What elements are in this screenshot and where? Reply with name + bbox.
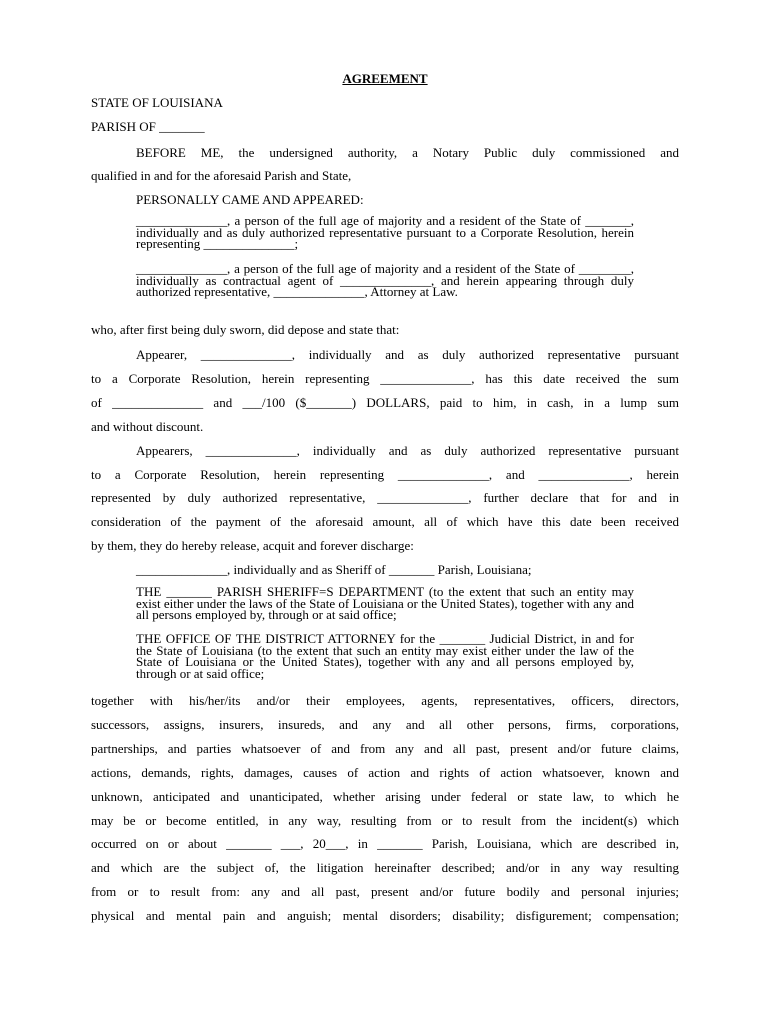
appearer-line: of ______________ and ___/100 ($_______) DOLLARS, paid to him, in cash, in a lump sum xyxy=(91,395,679,410)
release-line: physical and mental pain and anguish; mental disorders; disability; disfigurement; compensation; xyxy=(91,908,679,923)
before-me-line-2: qualified in and for the aforesaid Parish and State, xyxy=(91,168,352,183)
who-after-line: who, after first being duly sworn, did depose and state that: xyxy=(91,322,400,337)
before-me-line-1: BEFORE ME, the undersigned authority, a Notary Public duly commissioned and xyxy=(136,145,679,160)
release-line: and which are the subject of, the litigation hereinafter described; and/or in any way resulting xyxy=(91,860,679,875)
release-line: occurred on or about _______ ___, 20___, in _______ Parish, Louisiana, which are described in, xyxy=(91,836,679,851)
document-title: AGREEMENT xyxy=(342,71,428,86)
release-line: may be or become entitled, in any way, resulting from or to result from the incident(s) which xyxy=(91,813,679,828)
parish-line: PARISH OF _______ xyxy=(91,119,205,134)
district-attorney-paragraph: THE OFFICE OF THE DISTRICT ATTORNEY for the _______ Judicial District, in and for the State of Louisiana (to the extent that such an entity may exist either under the law of the State of Louisiana or the United States), together with any and all persons employed by, through or at said office; xyxy=(136,631,634,681)
release-line: partnerships, and parties whatsoever of and from any and all past, present and/or future claims, xyxy=(91,741,679,756)
appearer-line: and without discount. xyxy=(91,419,204,434)
appearer-line: Appearer, ______________, individually and as duly authorized representative pursuant xyxy=(136,347,679,362)
party-2-paragraph: ______________, a person of the full age of majority and a resident of the State of ________, individually as contractual agent of ______________, and herein appearing through duly authorized representative, ______________, Attorney at Law. xyxy=(136,261,634,299)
appearer-line: to a Corporate Resolution, herein representing ______________, has this date received the sum xyxy=(91,371,679,386)
appearers-line: represented by duly authorized representative, ______________, further declare that for and in xyxy=(91,490,679,505)
party-1-paragraph: ______________, a person of the full age of majority and a resident of the State of _______, individually and as duly authorized representative pursuant to a Corporate Resolution, herein representing ______________; xyxy=(136,213,634,251)
personally-appeared: PERSONALLY CAME AND APPEARED: xyxy=(136,192,364,207)
appearers-line: Appearers, ______________, individually and as duly authorized representative pursuant xyxy=(136,443,679,458)
release-line: actions, demands, rights, damages, causes of action and rights of action whatsoever, known and xyxy=(91,765,679,780)
release-line: together with his/her/its and/or their employees, agents, representatives, officers, directors, xyxy=(91,693,679,708)
sheriff-department-paragraph: THE _______ PARISH SHERIFF=S DEPARTMENT (to the extent that such an entity may exist either under the laws of the State of Louisiana or the United States), together with any and all persons employed by, through or at said office; xyxy=(136,584,634,622)
appearers-line: consideration of the payment of the aforesaid amount, all of which have this date been received xyxy=(91,514,679,529)
appearers-line: to a Corporate Resolution, herein representing ______________, and ______________, herein xyxy=(91,467,679,482)
appearers-line: by them, they do hereby release, acquit and forever discharge: xyxy=(91,538,414,553)
sheriff-line: ______________, individually and as Sheriff of _______ Parish, Louisiana; xyxy=(136,562,532,577)
release-line: unknown, anticipated and unanticipated, whether arising under federal or state law, to which he xyxy=(91,789,679,804)
release-line: successors, assigns, insurers, insureds, and any and all other persons, firms, corporations, xyxy=(91,717,679,732)
state-line: STATE OF LOUISIANA xyxy=(91,95,223,110)
release-line: from or to result from: any and all past, present and/or future bodily and personal injuries; xyxy=(91,884,679,899)
